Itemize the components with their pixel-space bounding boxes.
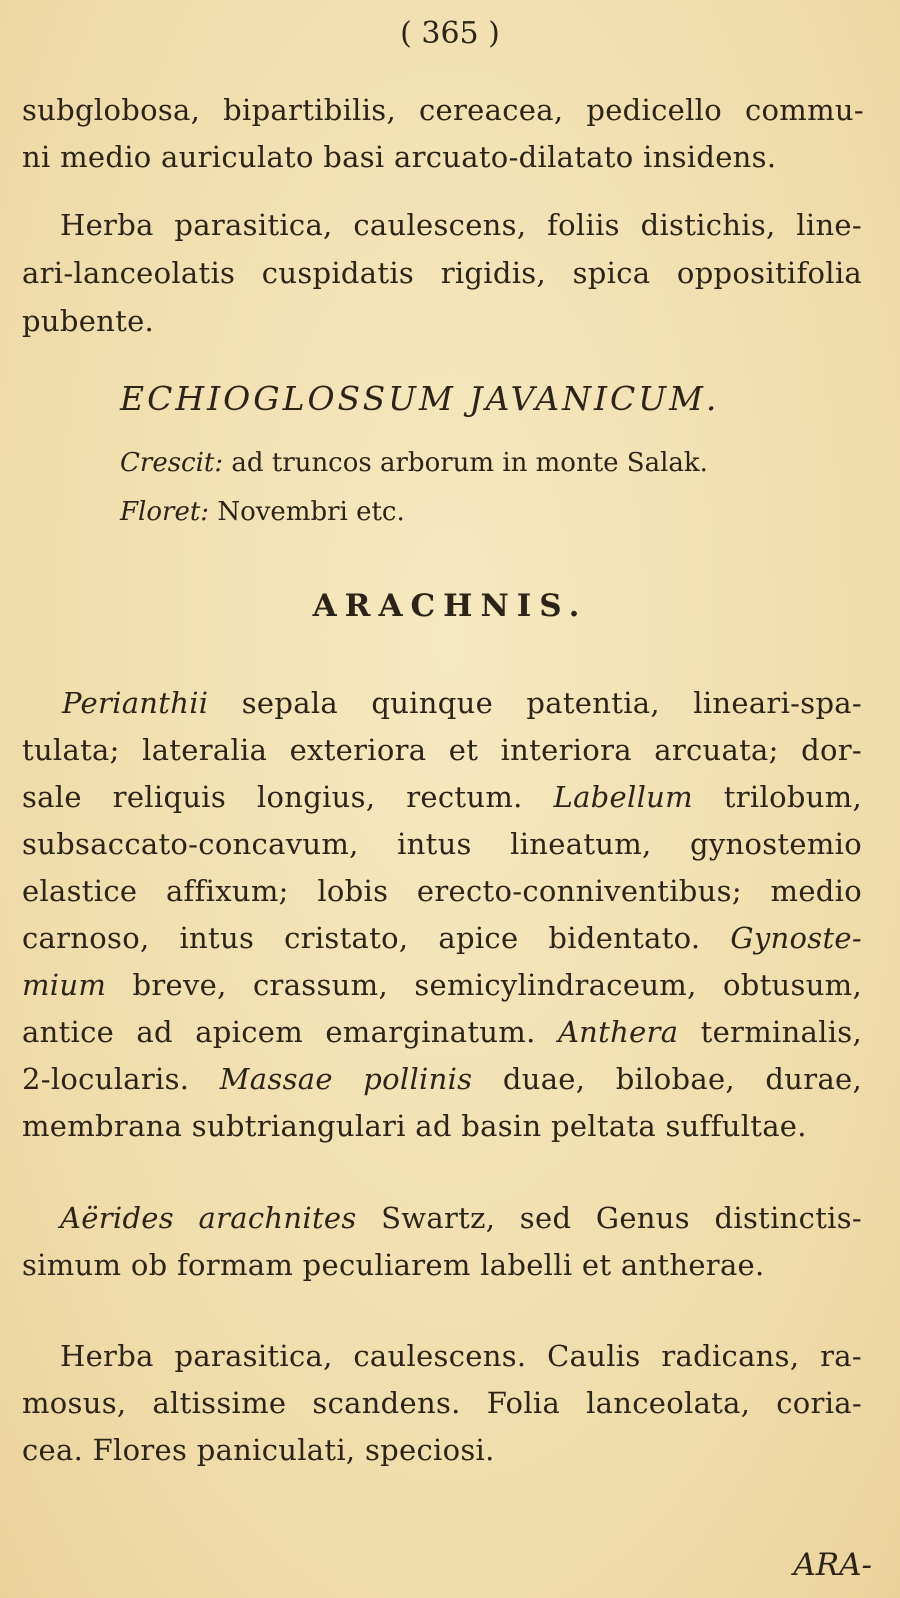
- floret-label: Floret:: [120, 497, 210, 527]
- page-number: ( 365 ): [400, 16, 500, 51]
- description-line: [22, 965, 862, 1005]
- description-line: [22, 1012, 862, 1052]
- herba-line: cea. Flores paniculati, speciosi.: [22, 1433, 495, 1467]
- floret-text: Novembri etc.: [217, 497, 405, 527]
- description-text: duae, bilobae, durae,: [472, 1062, 863, 1096]
- term-perianthii: Perianthii: [62, 686, 209, 720]
- description-text: 2-locularis.: [22, 1062, 220, 1096]
- term-anthera: Anthera: [557, 1015, 679, 1049]
- description-line: [22, 1059, 862, 1099]
- description-text: terminalis,: [678, 1015, 863, 1049]
- genus-title: ARACHNIS.: [312, 588, 588, 624]
- term-aerides-arachnites: Aërides arachnites: [60, 1201, 357, 1235]
- aerides-text: Swartz, sed Genus distinctis-: [356, 1201, 863, 1235]
- description-line: [22, 918, 862, 958]
- description-text: sepala quinque patentia, lineari-spa-: [208, 686, 862, 720]
- intro-line: ni medio auriculato basi arcuato-dilatato insidens.: [22, 140, 777, 174]
- herba-line: mosus, altissime scandens. Folia lanceolata, coria-: [22, 1386, 862, 1420]
- herba-line: Herba parasitica, caulescens. Caulis radicans, ra-: [60, 1339, 862, 1373]
- description-line: tulata; lateralia exteriora et interiora arcuata; dor-: [22, 733, 862, 767]
- description-text: carnoso, intus cristato, apice bidentato.: [22, 921, 731, 955]
- term-massae-pollinis: Massae pollinis: [219, 1062, 473, 1096]
- herba-line: pubente.: [22, 304, 155, 338]
- description-text: breve, crassum, semicylindraceum, obtusum,: [106, 968, 862, 1002]
- description-text: sale reliquis longius, rectum.: [22, 780, 554, 814]
- floret-line: [120, 494, 405, 530]
- term-labellum: Labellum: [553, 780, 693, 814]
- aerides-line: simum ob formam peculiarem labelli et antherae.: [22, 1248, 765, 1282]
- herba-line: ari-lanceolatis cuspidatis rigidis, spica oppositifolia: [22, 256, 862, 290]
- description-text: antice ad apicem emarginatum.: [22, 1015, 558, 1049]
- crescit-text: ad truncos arborum in monte Salak.: [231, 448, 708, 478]
- description-line: [62, 683, 862, 723]
- species-title: ECHIOGLOSSUM JAVANICUM.: [120, 379, 720, 418]
- description-text: trilobum,: [692, 780, 862, 814]
- crescit-line: [120, 445, 708, 481]
- description-line: [22, 777, 862, 817]
- catchword: ARA-: [793, 1547, 872, 1583]
- term-gynostemium-cont: mium: [22, 968, 107, 1002]
- aerides-line: [60, 1198, 862, 1238]
- term-gynostemium: Gynoste-: [730, 921, 862, 955]
- intro-line: subglobosa, bipartibilis, cereacea, pedicello commu-: [22, 93, 864, 127]
- description-line: membrana subtriangulari ad basin peltata suffultae.: [22, 1109, 807, 1143]
- description-line: subsaccato-concavum, intus lineatum, gynostemio: [22, 827, 862, 861]
- crescit-label: Crescit:: [120, 448, 224, 478]
- herba-line: Herba parasitica, caulescens, foliis distichis, line-: [60, 208, 862, 242]
- description-line: elastice affixum; lobis erecto-conniventibus; medio: [22, 874, 862, 908]
